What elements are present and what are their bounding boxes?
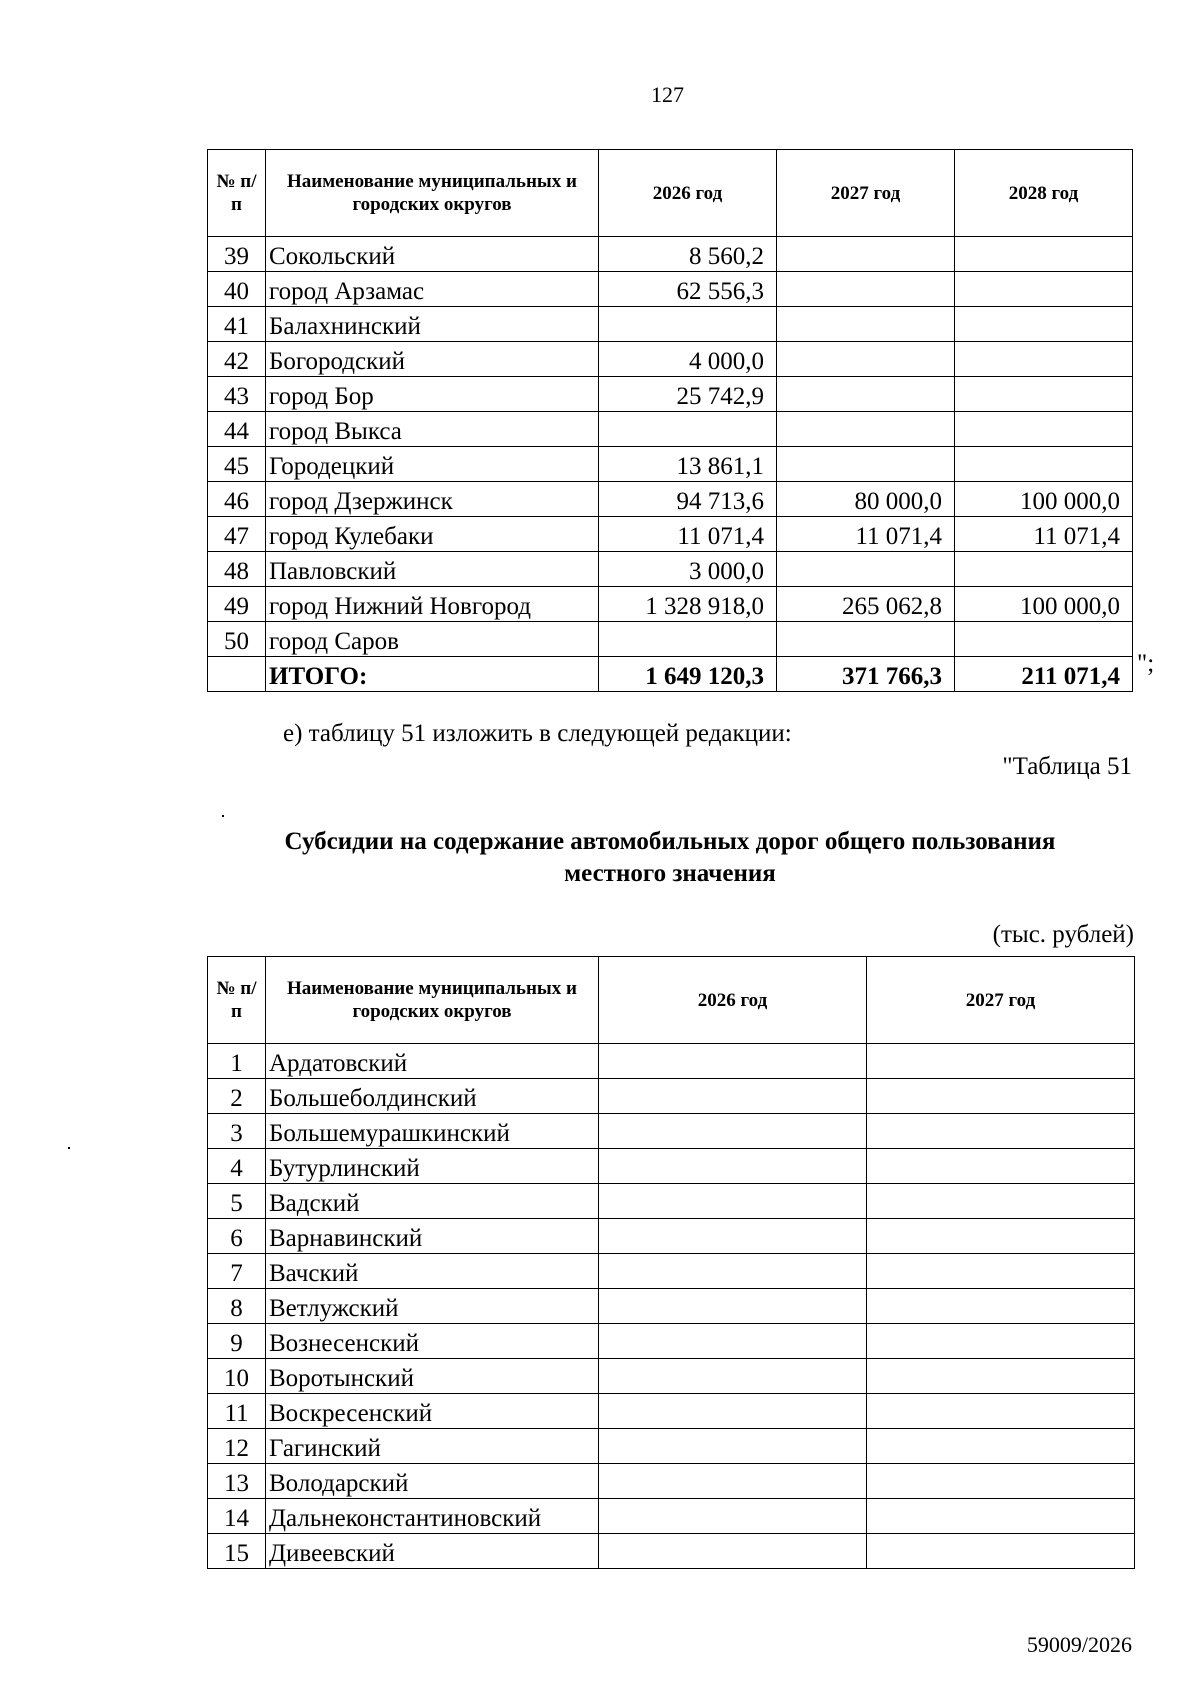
scan-mark [222,815,224,817]
scan-mark [68,1147,70,1149]
amount-cell [599,1289,867,1324]
table-row [208,412,1133,447]
amount-cell: 25 742,9 [599,377,777,412]
table-row [208,1184,1135,1219]
amount-cell [955,622,1133,657]
row-number-cell: 7 [208,1254,266,1289]
table-row [208,1254,1135,1289]
table-header-row [208,957,1135,1044]
table-row [208,1464,1135,1499]
amount-cell [867,1149,1135,1184]
district-name-cell: город Саров [266,622,599,657]
amount-cell [867,1254,1135,1289]
amount-cell: 100 000,0 [955,587,1133,622]
amount-cell: 62 556,3 [599,272,777,307]
district-name-cell: город Выкса [266,412,599,447]
amount-cell [599,1219,867,1254]
row-number-cell: 42 [208,342,266,377]
row-number-cell: 49 [208,587,266,622]
amount-cell [867,1184,1135,1219]
amount-cell [599,1499,867,1534]
amount-cell [599,622,777,657]
district-name-cell: Ардатовский [266,1044,599,1079]
amount-cell [599,1044,867,1079]
column-header-number: № п/п [208,957,266,1044]
row-number-cell: 45 [208,447,266,482]
amount-cell: 1 328 918,0 [599,587,777,622]
amount-cell [777,272,955,307]
amount-cell [867,1359,1135,1394]
table-body [208,1044,1135,1569]
page-number: 127 [651,82,684,107]
amount-cell [777,237,955,272]
district-name-cell: Павловский [266,552,599,587]
amount-cell [599,307,777,342]
table-row [208,1114,1135,1149]
table-row [208,1289,1135,1324]
column-header-2026: 2026 год [599,150,777,237]
amount-cell [867,1464,1135,1499]
row-number-cell: 4 [208,1149,266,1184]
table-row [208,587,1133,622]
total-amount-cell: 371 766,3 [777,657,955,692]
amount-cell [777,307,955,342]
allocation-table-1 [207,149,1133,692]
amount-cell [599,1534,867,1569]
total-label-cell: ИТОГО: [266,657,599,692]
row-number-cell: 2 [208,1079,266,1114]
amount-cell [599,1464,867,1499]
table-row [208,447,1133,482]
district-name-cell: Дивеевский [266,1534,599,1569]
units-label: (тыс. рублей) [992,921,1134,948]
row-number-cell: 3 [208,1114,266,1149]
column-header-name: Наименование муниципальных и городских округов [266,150,599,237]
district-name-cell: Ветлужский [266,1289,599,1324]
amount-cell [599,412,777,447]
district-name-cell: Сокольский [266,237,599,272]
row-number-cell: 9 [208,1324,266,1359]
amount-cell: 265 062,8 [777,587,955,622]
table-row [208,517,1133,552]
column-header-2026: 2026 год [599,957,867,1044]
allocation-table-2 [207,956,1135,1569]
row-number-cell [208,657,266,692]
table-reference: "Таблица 51 [1002,753,1132,780]
row-number-cell: 13 [208,1464,266,1499]
amount-cell [867,1289,1135,1324]
district-name-cell: город Кулебаки [266,517,599,552]
amount-cell [777,342,955,377]
amount-cell [955,377,1133,412]
table-row [208,1429,1135,1464]
amount-cell: 3 000,0 [599,552,777,587]
row-number-cell: 11 [208,1394,266,1429]
table-row [208,1534,1135,1569]
amount-cell: 4 000,0 [599,342,777,377]
district-name-cell: город Бор [266,377,599,412]
amount-cell [955,272,1133,307]
amount-cell [599,1184,867,1219]
district-name-cell: Большеболдинский [266,1079,599,1114]
amount-cell [955,552,1133,587]
table-row [208,1394,1135,1429]
column-header-2027: 2027 год [777,150,955,237]
table-row [208,342,1133,377]
amount-cell [867,1219,1135,1254]
table-row [208,552,1133,587]
district-name-cell: Богородский [266,342,599,377]
table-row [208,1219,1135,1254]
table-header-row [208,150,1133,237]
amount-cell [867,1534,1135,1569]
amount-cell [777,447,955,482]
document-number: 59009/2026 [1026,1632,1132,1657]
table-title-line-2: местного значения [564,860,776,887]
district-name-cell: Володарский [266,1464,599,1499]
row-number-cell: 14 [208,1499,266,1534]
district-name-cell: Вознесенский [266,1324,599,1359]
column-header-2027: 2027 год [867,957,1135,1044]
amount-cell [955,412,1133,447]
amount-cell: 13 861,1 [599,447,777,482]
table-row [208,1324,1135,1359]
column-header-2028: 2028 год [955,150,1133,237]
amendment-paragraph: е) таблицу 51 изложить в следующей редакции: [283,720,792,747]
amount-cell: 11 071,4 [599,517,777,552]
district-name-cell: город Дзержинск [266,482,599,517]
district-name-cell: Варнавинский [266,1219,599,1254]
district-name-cell: Балахнинский [266,307,599,342]
amount-cell: 11 071,4 [955,517,1133,552]
district-name-cell: Вадский [266,1184,599,1219]
district-name-cell: Бутурлинский [266,1149,599,1184]
amount-cell [599,1079,867,1114]
amount-cell [777,552,955,587]
table-row [208,1499,1135,1534]
amount-cell: 11 071,4 [777,517,955,552]
row-number-cell: 41 [208,307,266,342]
table-row [208,1044,1135,1079]
row-number-cell: 48 [208,552,266,587]
amount-cell [867,1499,1135,1534]
amount-cell [599,1114,867,1149]
row-number-cell: 47 [208,517,266,552]
table-body [208,237,1133,692]
row-number-cell: 15 [208,1534,266,1569]
amount-cell [867,1394,1135,1429]
amount-cell: 100 000,0 [955,482,1133,517]
table-title-line-1: Субсидии на содержание автомобильных дорог общего пользования [284,828,1056,855]
amount-cell: 80 000,0 [777,482,955,517]
table-row [208,272,1133,307]
table-row [208,482,1133,517]
amount-cell: 8 560,2 [599,237,777,272]
district-name-cell: Дальнеконстантиновский [266,1499,599,1534]
amount-cell [955,447,1133,482]
amount-cell [599,1254,867,1289]
row-number-cell: 12 [208,1429,266,1464]
total-amount-cell: 1 649 120,3 [599,657,777,692]
district-name-cell: Воскресенский [266,1394,599,1429]
amount-cell [777,377,955,412]
amount-cell [955,342,1133,377]
table-row [208,377,1133,412]
table-row [208,1079,1135,1114]
amount-cell [599,1149,867,1184]
row-number-cell: 8 [208,1289,266,1324]
district-name-cell: город Арзамас [266,272,599,307]
row-number-cell: 5 [208,1184,266,1219]
row-number-cell: 39 [208,237,266,272]
amount-cell [599,1324,867,1359]
table-row [208,1149,1135,1184]
amount-cell [867,1114,1135,1149]
amount-cell [867,1079,1135,1114]
district-name-cell: Гагинский [266,1429,599,1464]
total-row [208,657,1133,692]
table-title [220,826,1120,890]
amount-cell [867,1324,1135,1359]
district-name-cell: Большемурашкинский [266,1114,599,1149]
row-number-cell: 40 [208,272,266,307]
table-row [208,1359,1135,1394]
amount-cell [777,412,955,447]
district-name-cell: город Нижний Новгород [266,587,599,622]
amount-cell [955,307,1133,342]
table-row [208,237,1133,272]
amount-cell [599,1429,867,1464]
amount-cell [867,1044,1135,1079]
table-row [208,307,1133,342]
total-amount-cell: 211 071,4 [955,657,1133,692]
amount-cell [599,1359,867,1394]
row-number-cell: 6 [208,1219,266,1254]
row-number-cell: 43 [208,377,266,412]
closing-quote: "; [1137,650,1155,677]
column-header-name: Наименование муниципальных и городских округов [266,957,599,1044]
row-number-cell: 50 [208,622,266,657]
table-row [208,622,1133,657]
amount-cell [867,1429,1135,1464]
amount-cell [777,622,955,657]
column-header-number: № п/п [208,150,266,237]
district-name-cell: Воротынский [266,1359,599,1394]
amount-cell [955,237,1133,272]
amount-cell [599,1394,867,1429]
district-name-cell: Городецкий [266,447,599,482]
amount-cell: 94 713,6 [599,482,777,517]
row-number-cell: 46 [208,482,266,517]
row-number-cell: 44 [208,412,266,447]
row-number-cell: 10 [208,1359,266,1394]
row-number-cell: 1 [208,1044,266,1079]
district-name-cell: Вачский [266,1254,599,1289]
